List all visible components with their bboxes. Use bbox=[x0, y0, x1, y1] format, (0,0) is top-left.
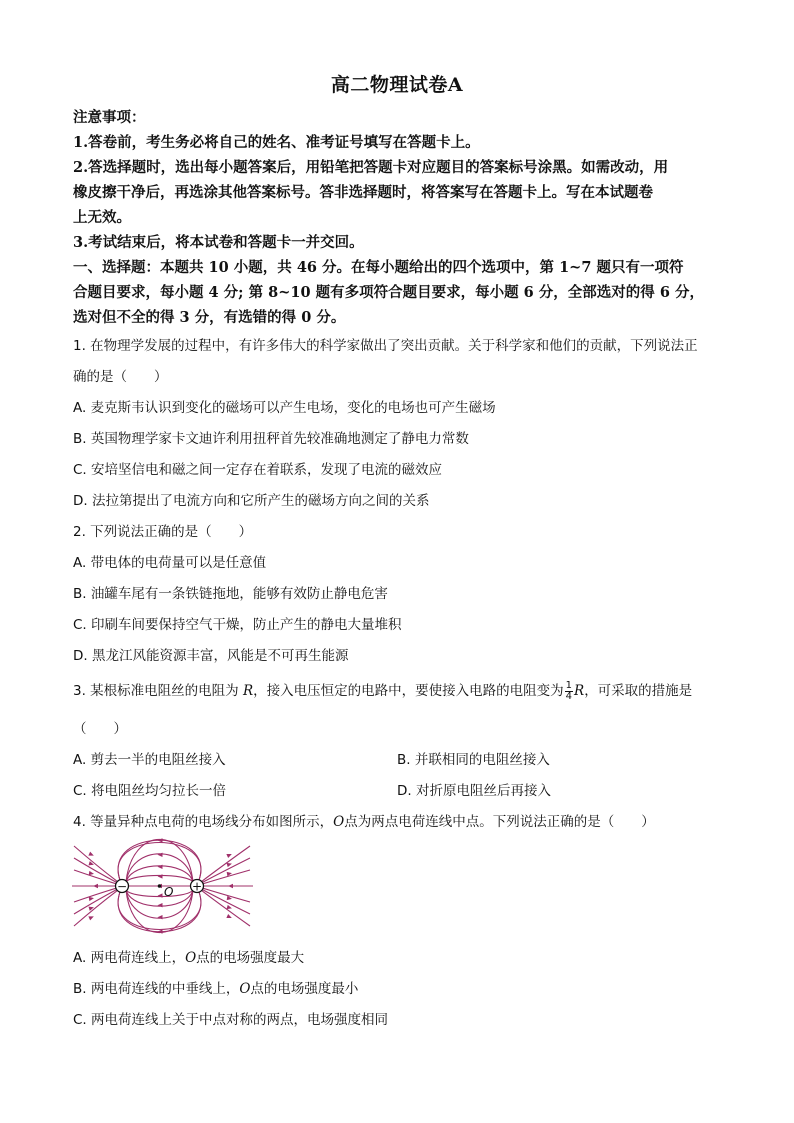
field-line-out-right bbox=[202, 870, 250, 884]
notice-item-3: 3.考试结束后，将本试卷和答题卡一并交回。 bbox=[73, 234, 364, 251]
q2-option-c: C. 印刷车间要保持空气干燥，防止产生的静电大量堆积 bbox=[73, 617, 402, 633]
q1-stem-cont: 确的是（ ） bbox=[73, 369, 168, 385]
field-line-arc-bottom bbox=[126, 890, 193, 906]
q3-stem bbox=[73, 679, 725, 702]
q3-option-b: B. 并联相同的电阻丝接入 bbox=[397, 752, 550, 768]
q1-option-d: D. 法拉第提出了电流方向和它所产生的磁场方向之间的关系 bbox=[73, 493, 430, 509]
positive-charge-label: + bbox=[191, 879, 203, 894]
q4-option-b bbox=[73, 977, 725, 997]
negative-charge-label: − bbox=[116, 879, 128, 894]
section-1-heading: 一、选择题：本题共 10 小题，共 46 分。在每小题给出的四个选项中，第 1~7 题只有一项符 bbox=[73, 259, 684, 276]
q4-stem-part-a: 4. 等量异种点电荷的电场线分布如图所示， bbox=[73, 814, 334, 830]
notice-item-2: 2.答选择题时，选出每小题答案后，用铅笔把答题卡对应题目的答案标号涂黑。如需改动，用 bbox=[73, 159, 669, 176]
q3-option-c: C. 将电阻丝均匀拉长一倍 bbox=[73, 783, 227, 799]
q4-option-a-point-o: O bbox=[185, 950, 197, 966]
field-arrow bbox=[226, 852, 232, 858]
center-point-label: O bbox=[164, 885, 174, 899]
field-line-arc-top bbox=[126, 866, 193, 882]
field-line-out-right bbox=[202, 888, 250, 902]
q3-stem-part-b: ，接入电压恒定的电路中，要使接入电路的电阻变为 bbox=[253, 683, 564, 699]
field-line-out-right bbox=[202, 846, 250, 881]
q4-option-c: C. 两电荷连线上关于中点对称的两点，电场强度相同 bbox=[73, 1012, 389, 1028]
electric-field-figure bbox=[70, 836, 255, 936]
field-line-out-right bbox=[202, 889, 250, 914]
q4-option-b-part-a: B. 两电荷连线的中垂线上， bbox=[73, 981, 240, 997]
q1-option-a: A. 麦克斯韦认识到变化的磁场可以产生电场，变化的电场也可产生磁场 bbox=[73, 400, 496, 416]
q4-option-a-part-b: 点的电场强度最大 bbox=[196, 950, 305, 966]
q3-fraction-numerator: 1 bbox=[565, 679, 573, 691]
page-title: 高二物理试卷A bbox=[330, 74, 464, 96]
notice-heading: 注意事项： bbox=[73, 109, 146, 126]
q2-option-d: D. 黑龙江风能资源丰富，风能是不可再生能源 bbox=[73, 648, 349, 664]
field-arrow bbox=[88, 852, 94, 858]
q3-resistance-symbol-2: R bbox=[574, 683, 585, 699]
field-arrow bbox=[88, 914, 94, 920]
q2-option-b: B. 油罐车尾有一条铁链拖地，能够有效防止静电危害 bbox=[73, 586, 388, 602]
q4-point-o: O bbox=[333, 814, 345, 830]
field-line-in-left bbox=[74, 858, 117, 883]
field-line-in-left bbox=[74, 891, 117, 926]
notice-item-1: 1.答卷前，考生务必将自己的姓名、准考证号填写在答题卡上。 bbox=[73, 134, 480, 151]
q3-stem-cont: （ ） bbox=[73, 721, 127, 737]
q4-option-b-part-b: 点的电场强度最小 bbox=[250, 981, 359, 997]
q3-option-a: A. 剪去一半的电阻丝接入 bbox=[73, 752, 226, 768]
section-1-line-2: 合题目要求，每小题 4 分; 第 8~10 题有多项符合题目要求，每小题 6 分，全部选对的得 6 分， bbox=[73, 284, 704, 301]
field-line-in-left bbox=[74, 846, 117, 881]
section-1-line-3: 选对但不全的得 3 分，有选错的得 0 分。 bbox=[73, 309, 346, 326]
q3-fraction-denominator: 4 bbox=[565, 690, 573, 702]
q1-option-c: C. 安培坚信电和磁之间一定存在着联系，发现了电流的磁效应 bbox=[73, 462, 443, 478]
q4-option-a bbox=[73, 946, 725, 966]
q1-stem: 1. 在物理学发展的过程中，有许多伟大的科学家做出了突出贡献。关于科学家和他们的贡献，下列说法正 bbox=[73, 338, 698, 354]
q3-fraction bbox=[565, 681, 573, 702]
q4-option-b-point-o: O bbox=[239, 981, 251, 997]
field-line-out-right bbox=[202, 891, 250, 926]
q4-stem-part-b: 点为两点电荷连线中点。下列说法正确的是（ ） bbox=[344, 814, 655, 830]
q1-option-b: B. 英国物理学家卡文迪许利用扭秤首先较准确地测定了静电力常数 bbox=[73, 431, 469, 447]
q3-stem-part-a: 3. 某根标准电阻丝的电阻为 bbox=[73, 683, 243, 699]
notice-item-2-cont: 橡皮擦干净后，再选涂其他答案标号。答非选择题时，将答案写在答题卡上。写在本试题卷 bbox=[73, 184, 653, 201]
q2-option-a: A. 带电体的电荷量可以是任意值 bbox=[73, 555, 267, 571]
field-line-in-left bbox=[74, 889, 117, 914]
field-arrow bbox=[228, 884, 233, 888]
center-point bbox=[158, 884, 162, 888]
q3-stem-part-c: ，可采取的措施是 bbox=[584, 683, 693, 699]
q2-stem: 2. 下列说法正确的是（ ） bbox=[73, 524, 253, 540]
q3-option-d: D. 对折原电阻丝后再接入 bbox=[397, 783, 551, 799]
field-arrow bbox=[93, 884, 98, 888]
field-arrow bbox=[226, 914, 232, 920]
notice-item-2-end: 上无效。 bbox=[73, 209, 131, 226]
q3-resistance-symbol: R bbox=[242, 683, 254, 699]
q4-option-a-part-a: A. 两电荷连线上， bbox=[73, 950, 186, 966]
field-line-out-right bbox=[202, 858, 250, 883]
field-line-in-left bbox=[74, 870, 117, 884]
q4-stem bbox=[73, 810, 725, 830]
field-line-in-left bbox=[74, 888, 117, 902]
